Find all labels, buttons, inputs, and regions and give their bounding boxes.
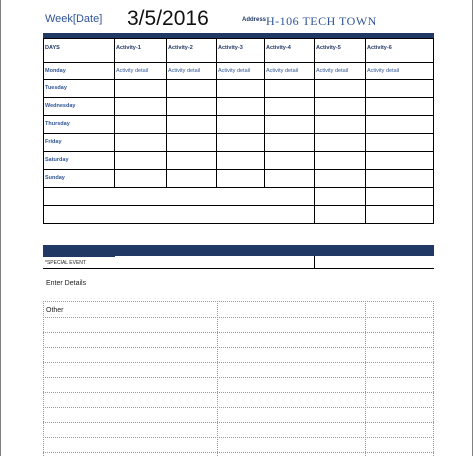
dotted-rule — [43, 377, 434, 378]
day-label-wednesday: Wednesday — [45, 103, 76, 109]
notes-divider-accent — [43, 256, 115, 257]
dotted-rule — [43, 392, 434, 393]
grid-line — [43, 97, 434, 98]
activity-header: Activity-3 — [218, 45, 243, 51]
special-event-label: *SPECIAL EVENT — [45, 260, 86, 266]
day-label-tuesday: Tuesday — [45, 85, 67, 91]
grid-line — [166, 38, 167, 188]
dotted-column-rule — [43, 301, 44, 456]
day-label-monday: Monday — [45, 68, 66, 74]
week-label: Week[Date] — [45, 13, 103, 25]
page-edge-left — [0, 0, 1, 456]
day-label-friday: Friday — [45, 139, 62, 145]
grid-line — [43, 115, 434, 116]
activity-detail-cell[interactable]: Activity detail — [266, 68, 299, 74]
dotted-column-rule — [217, 301, 218, 456]
notes-divider-bar — [43, 245, 434, 256]
dotted-rule — [43, 422, 434, 423]
grid-line — [43, 151, 434, 152]
days-header: DAYS — [45, 45, 60, 51]
other-label: Other — [46, 307, 64, 314]
grid-line — [314, 38, 315, 224]
activity-header: Activity-6 — [367, 45, 392, 51]
grid-line — [114, 38, 115, 188]
grid-line — [43, 79, 434, 80]
grid-line — [43, 187, 434, 188]
grid-line — [43, 268, 434, 269]
grid-line — [43, 62, 434, 63]
activity-detail-cell[interactable]: Activity detail — [218, 68, 251, 74]
grid-line — [43, 38, 434, 39]
grid-line — [43, 133, 434, 134]
activity-header: Activity-5 — [316, 45, 341, 51]
grid-line — [43, 169, 434, 170]
day-label-saturday: Saturday — [45, 157, 69, 163]
dotted-rule — [43, 332, 434, 333]
page-edge-right — [472, 0, 473, 456]
grid-line — [365, 38, 366, 224]
activity-detail-cell[interactable]: Activity detail — [316, 68, 349, 74]
dotted-rule — [43, 301, 434, 302]
activity-header: Activity-2 — [168, 45, 193, 51]
dotted-rule — [43, 362, 434, 363]
date-value[interactable]: 3/5/2016 — [127, 7, 209, 30]
dotted-rule — [43, 347, 434, 348]
grid-line — [43, 205, 434, 206]
dotted-rule — [43, 407, 434, 408]
dotted-column-rule — [365, 301, 366, 456]
dotted-rule — [43, 452, 434, 453]
activity-header: Activity-1 — [116, 45, 141, 51]
address-value[interactable]: H-106 TECH TOWN — [266, 14, 377, 28]
grid-line — [216, 38, 217, 188]
activity-detail-cell[interactable]: Activity detail — [367, 68, 400, 74]
day-label-thursday: Thursday — [45, 121, 70, 127]
grid-line — [264, 38, 265, 188]
grid-line — [43, 38, 44, 224]
dotted-rule — [43, 317, 434, 318]
activity-header: Activity-4 — [266, 45, 291, 51]
activity-detail-cell[interactable]: Activity detail — [116, 68, 149, 74]
enter-details-field[interactable]: Enter Details — [46, 280, 87, 287]
schedule-table — [43, 38, 434, 224]
grid-line — [433, 38, 434, 224]
grid-line — [43, 223, 434, 224]
dotted-rule — [43, 437, 434, 438]
dotted-column-rule — [433, 301, 434, 456]
day-label-sunday: Sunday — [45, 175, 65, 181]
address-label: Address — [242, 17, 267, 23]
activity-detail-cell[interactable]: Activity detail — [168, 68, 201, 74]
